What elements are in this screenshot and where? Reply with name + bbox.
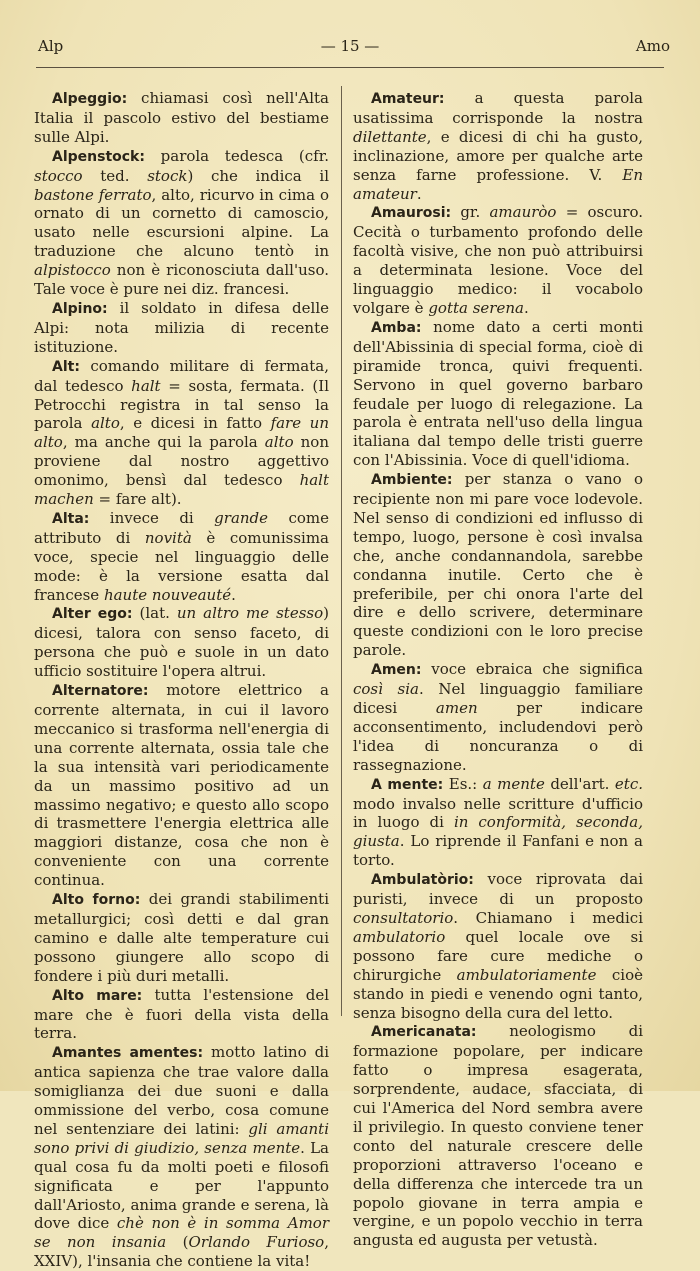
italic-term: stock	[147, 166, 188, 185]
entry-text: non è riconosciuta dall'uso. Tale voce è pure nei diz. francesi.	[34, 261, 329, 299]
dictionary-entry	[34, 147, 329, 299]
entry-headword: Alta:	[52, 510, 90, 527]
dictionary-entry	[34, 890, 329, 986]
italic-term: novità	[144, 528, 192, 547]
entry-text: chiamasi così nell'Alta Italia il pascolo estivo del bestiame sulle Alpi.	[34, 89, 329, 146]
entry-text: . Lo riprende il Fanfani e non a torto.	[353, 832, 643, 870]
italic-term: stocco	[34, 166, 83, 185]
dictionary-entry	[353, 318, 643, 470]
dictionary-entry	[353, 775, 643, 871]
entry-text: a questa parola usatissima corrisponde la nostra	[353, 89, 643, 127]
entry-text: per indicare acconsentimento, includendovi però l'idea di noncuranza o di rassegnazione.	[353, 699, 643, 774]
italic-term: amauròo	[489, 203, 557, 222]
entry-headword: Alternatore:	[52, 683, 149, 700]
entry-headword: Alto forno:	[52, 892, 141, 909]
entry-headword: Americanata:	[371, 1024, 477, 1041]
entry-text: voce ebraica che significa	[421, 660, 643, 679]
entry-headword: Amantes amentes:	[52, 1045, 204, 1062]
header-right-guideword: Amo	[635, 37, 670, 55]
page-header	[0, 37, 700, 57]
page-number: — 15 —	[320, 37, 380, 55]
italic-term: ambulatoriamente	[456, 965, 597, 984]
entry-text: , alto, ricurvo in cima o ornato di un cornetto di camoscio, usato nelle escursioni alpine. La traduzione che alcuno tentò in	[34, 185, 329, 261]
entry-text: , e dicesi di chi ha gusto, inclinazione, amore per qualche arte senza farne professione. V.	[353, 127, 643, 184]
entry-text: nome dato a certi monti dell'Abissinia di special forma, cioè di piramide tronca, quivi frequenti. Servono in quel governo barbaro feudale per luogo di relegazione. La parola è entrata nell'uso della lingua italiana dal tempo delle tristi guerre con l'Abissinia. Voce di quell'idioma.	[353, 317, 643, 470]
right-column	[353, 89, 643, 1250]
entry-headword: Alpeggio:	[52, 91, 128, 107]
entry-text: ted.	[82, 166, 148, 185]
italic-term: consultatorio	[353, 908, 454, 927]
entry-text: neologismo di formazione popolare, per indicare fatto o impresa esagerata, sorprendente, audace, sfacciata, di cui l'America del Nord sembra avere il privilegio. In questo conviene tener conto del naturale crescere delle proporzioni attraverso l'oceano e della differenza che intercede tra un popolo giovane in terra ampia e vergine, e un popolo vecchio in terra angusta ed augusta per vetustà.	[353, 1022, 643, 1250]
italic-term: così sia	[353, 680, 419, 699]
entry-text: motore elettrico a corrente alternata, in cui il lavoro meccanico si trasforma nell'energia di una corrente alternata, ossia tale che la sua intensità vari periodicamente da un massimo positivo ad un massimo negativo; e questo allo scopo di trasmettere l'energia elettrica alle maggiori distanze, cosa che non è conveniente con una corrente continua.	[34, 681, 329, 890]
italic-term: halt machen	[34, 471, 329, 509]
dictionary-entry	[353, 1022, 643, 1250]
entry-text: , e dicesi in fatto	[119, 414, 271, 433]
entry-headword: Alto mare:	[52, 987, 143, 1004]
entry-headword: A mente:	[371, 776, 444, 793]
entry-headword: Alpino:	[52, 300, 108, 317]
entry-text: ) che indica il	[187, 166, 329, 185]
entry-text: come attributo di	[34, 508, 329, 547]
italic-term: un altro me stesso	[176, 604, 324, 623]
entry-text: modo invalso nelle scritture d'ufficio in luogo di	[353, 794, 643, 832]
italic-term: alpistocco	[34, 261, 111, 280]
italic-term: gotta serena	[428, 298, 524, 317]
dictionary-entry	[353, 660, 643, 774]
entry-text: cioè stando in piedi e venendo ogni tanto, senza bisogno della cura del letto.	[353, 965, 643, 1022]
entry-headword: Ambiente:	[371, 472, 453, 489]
dictionary-entry	[34, 509, 329, 605]
entry-text: non proviene dal nostro aggettivo omonimo, bensì dal tedesco	[34, 433, 329, 490]
entry-headword: Ambulatòrio:	[371, 872, 474, 889]
dictionary-entry	[34, 986, 329, 1044]
italic-term: En amateur	[353, 165, 643, 203]
entry-text: comando militare di fermata, dal tedesco	[34, 356, 329, 395]
entry-text: voce riprovata dai puristi, invece di un proposto	[353, 870, 643, 909]
dictionary-entry	[353, 89, 643, 203]
italic-term: etc.	[614, 774, 643, 793]
entry-text: (lat.	[132, 604, 177, 623]
italic-term: alto	[91, 414, 120, 433]
entry-headword: Alpenstock:	[52, 148, 145, 165]
italic-term: grande	[214, 508, 269, 527]
entry-text: per stanza o vano o recipiente non mi pare voce lodevole. Nel senso di condizioni ed influsso di tempo, luogo, persone è così invalsa che, anche condannandola, sarebbe condanna inutile. Certo che è preferibile, per chi onora l'arte del dire e dello scrivere, determinare queste condizioni con le loro precise parole.	[353, 470, 643, 660]
entry-text: . Nel linguaggio familiare dicesi	[353, 680, 643, 717]
entry-text: Es.:	[443, 774, 483, 793]
entry-text: = oscuro. Cecità o turbamento profondo delle facoltà visive, che non può attribuirsi a determinata lesione. Voce del linguaggio medico: il vocabolo volgare è	[353, 203, 643, 317]
entry-text: quel locale ove si possono fare cure mediche o chirurgiche	[353, 927, 643, 984]
dictionary-entry	[34, 357, 329, 509]
entry-headword: Amba:	[371, 319, 422, 336]
entry-text: , XXIV), l'insania che contiene la vita!	[34, 1233, 329, 1271]
entry-text: ) dicesi, talora con senso faceto, di persona che può e suole in un dato ufficio sostituire l'opera altrui.	[34, 604, 329, 681]
dictionary-entry	[34, 299, 329, 357]
entry-text: invece di	[89, 508, 215, 527]
dictionary-entry	[34, 681, 329, 890]
italic-term: halt	[131, 376, 161, 395]
column-divider	[341, 86, 342, 1016]
italic-term: chè non è in somma Amor se non insania	[34, 1214, 330, 1252]
dictionary-entry	[34, 89, 329, 147]
left-column	[34, 89, 329, 1271]
entry-headword: Amateur:	[371, 91, 445, 107]
entry-text: dei grandi stabilimenti metallurgici; così detti e dal gran camino e dalle alte temperature cui possono giungere allo scopo di fondere i più duri metalli.	[34, 890, 329, 985]
italic-term: gli amanti sono privi di giudizio, senza mente	[34, 1119, 329, 1157]
dictionary-entry	[34, 604, 329, 681]
entry-text: .	[523, 298, 529, 317]
entry-text: . La qual cosa fu da molti poeti e filosofi significata e per l'appunto dall'Ariosto, anima grande e serena, là dove dice	[34, 1138, 329, 1233]
entry-text: , ma anche qui la parola	[62, 433, 265, 452]
entry-text: dell'art.	[544, 774, 615, 793]
italic-term: fare un alto	[34, 414, 329, 452]
dictionary-entry	[34, 1043, 329, 1271]
italic-term: ambulatorio	[353, 927, 446, 946]
entry-text: tutta l'estensione del mare che è fuori della vista della terra.	[34, 985, 329, 1043]
italic-term: bastone ferrato	[34, 185, 152, 204]
italic-term: dilettante	[353, 127, 427, 146]
entry-text: motto latino di antica sapienza che trae valore dalla somiglianza dei due suoni e dalla ommissione del verbo, cosa comune nel sentenziare dei latini:	[34, 1043, 329, 1138]
entry-text: = sosta, fermata. (Il Petrocchi registra in tal senso la parola	[34, 376, 329, 433]
italic-term: alto	[264, 433, 294, 452]
entry-text: .	[416, 184, 422, 203]
entry-headword: Alt:	[52, 358, 80, 375]
entry-text: è comunissima voce, specie nel linguaggio delle mode: è la versione esatta dal francese	[34, 528, 329, 604]
entry-text: (	[166, 1233, 189, 1252]
entry-text: = fare alt).	[93, 490, 182, 509]
entry-headword: Amaurosi:	[371, 205, 452, 222]
dictionary-entry	[353, 470, 643, 660]
entry-text: parola tedesca (cfr.	[144, 146, 329, 165]
italic-term: Orlando Furioso	[188, 1233, 325, 1252]
italic-term: a mente	[482, 774, 545, 793]
entry-text: . Chiamano i medici	[453, 908, 643, 927]
italic-term: haute nouveauté	[103, 585, 232, 604]
entry-headword: Alter ego:	[52, 606, 133, 623]
italic-term: in conformità, seconda, giusta	[353, 813, 643, 851]
dictionary-entry	[353, 203, 643, 317]
header-rule	[36, 67, 664, 68]
italic-term: amen	[435, 699, 478, 717]
entry-text: .	[231, 585, 236, 604]
header-left-guideword: Alp	[38, 37, 64, 55]
entry-text: gr.	[451, 203, 490, 222]
entry-text: il soldato in difesa delle Alpi: nota milizia di recente istituzione.	[34, 298, 329, 356]
entry-headword: Amen:	[371, 662, 422, 679]
dictionary-entry	[353, 870, 643, 1022]
